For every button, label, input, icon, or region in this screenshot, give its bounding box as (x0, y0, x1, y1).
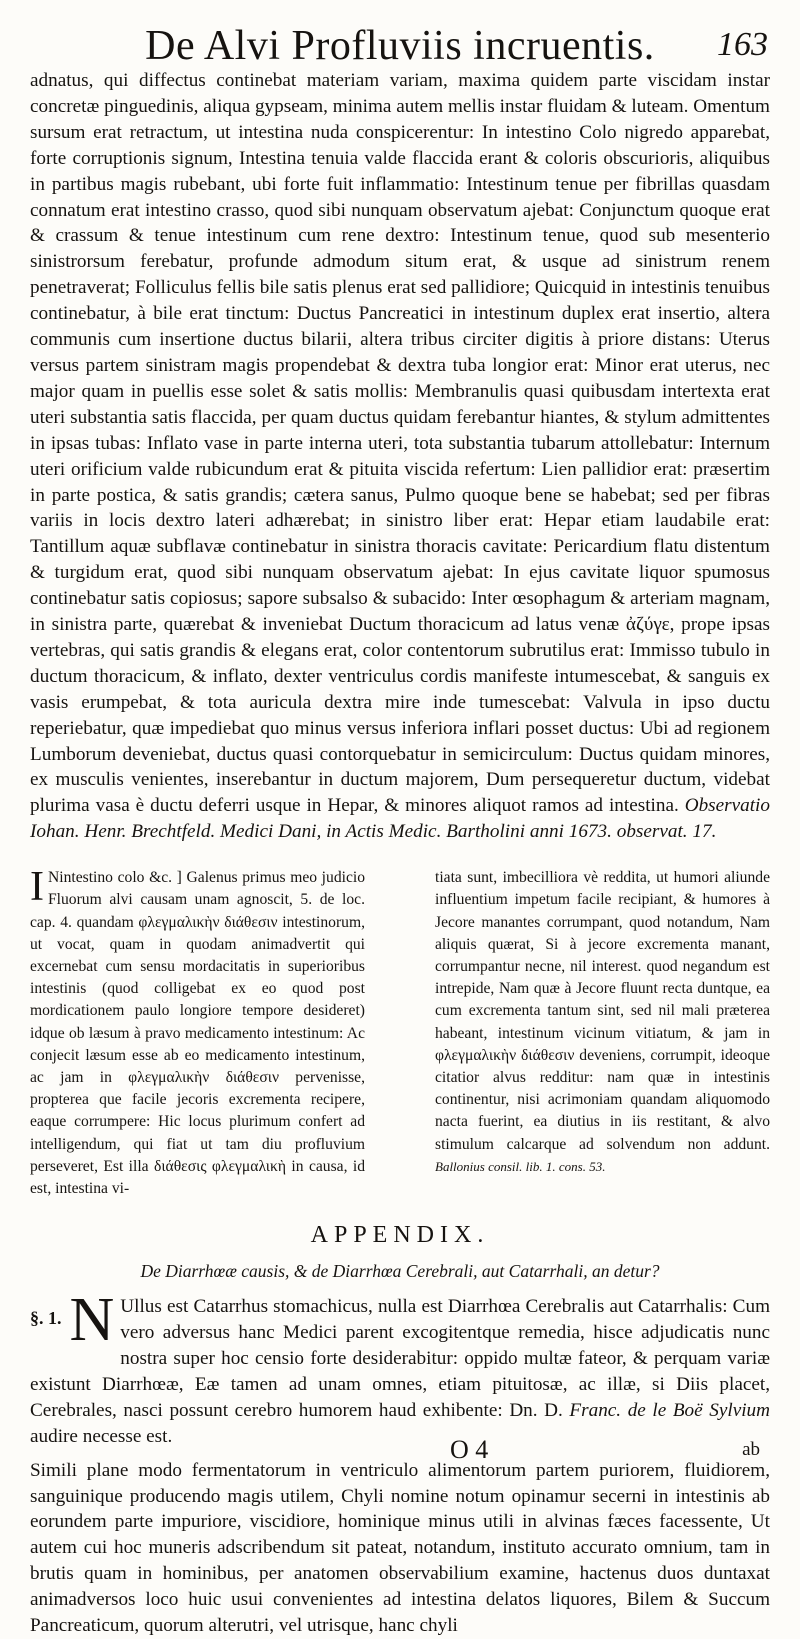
appendix-subheading: De Diarrhœæ causis, & de Diarrhœa Cerebrali, aut Catarrhali, an detur? (140, 1261, 660, 1282)
note-left-text: Nintestino colo &c. ] Galenus primus meo judicio Fluorum alvi causam unam agnoscit, 5. de loc. cap. 4. quandam φλεγμαλικὴν διάθεσιν intestinorum, ut vocat, quam in quodam animadvertit qui excernebat cum sensu mordacitatis in superioribus intestinis (quod colligebat ex eo quod post mordicationem paulo longiore tempore desideret) idque ob læsum à pravo medicamento intestinum: Ac conjecit læsum esse ab eo medicamento intestinum, ac jam in φλεγμαλικὴν διάθεσιν pervenisse, propterea que facile jecoris excrementa recipere, eaque corrumpere: Hic locus plurimum confert ad intelligendum, qui fiat ut tam diu profluvium perseveret, Est illa διάθεσις φλεγμαλικὴ in causa, id est, intestina vi- (30, 869, 365, 1198)
main-text-block (30, 68, 770, 845)
section-mark: §. 1. (30, 1308, 62, 1329)
section-reference: Franc. de le Boë Sylvium (569, 1399, 770, 1421)
section-paragraph-1-end: audire necesse est. (30, 1425, 173, 1447)
main-citation: Observatio Iohan. Henr. Brechtfeld. Medici Dani, in Actis Medic. Bartholini anni 1673. observat. 17. (30, 795, 770, 843)
page-title: De Alvi Profluviis incruentis. (145, 23, 655, 69)
note-citation: Ballonius consil. lib. 1. cons. 53. (435, 1158, 606, 1174)
note-column-left (30, 864, 365, 1200)
catchword: ab (742, 1439, 760, 1460)
signature-mark: O 4 (450, 1435, 489, 1464)
section-paragraph-2: Simili plane modo fermentatorum in ventriculo alimentorum partem puriorem, fluidiorem, sanguinique producendo magis utilem, Chyli nomine notum opinamur secerni in intestinis ab eorundem parte impuriore, viscidiore, hominique minus utili in alvinas fæces facessente, Ut autem cui hoc muneris adscribendum sit pateat, notandum, instituto accurato omnium, tam in brutis quam in hominibus, per anatomen observabilium examine, hactenus duos duntaxat animadversos loco huic usui convenientes ad intestina delatos liquores, Bilem & Succum Pancreaticum, quorum alterutri, vel utrisque, hanc chyli (30, 1459, 770, 1637)
section-paragraph-1: Ullus est Catarrhus stomachicus, nulla est Diarrhœa Cerebralis aut Catarrhalis: Cum vero adversus hanc Medici parent excogitentque remedia, hisce adjudicatis nunc nostra super hoc censio forte desiderabitur: oppido multæ fateor, & perquam variæ existunt Diarrhœæ, Eæ tamen ad unam omnes, etiam pituitosæ, ac illæ, si Diis placet, Cerebrales, nasci possunt cerebro humorem haud exhibente: Dn. D. (30, 1296, 770, 1421)
note-column-right (435, 867, 770, 1200)
page-footer (30, 1435, 770, 1463)
appendix-section (30, 1286, 770, 1639)
main-paragraph: adnatus, qui diffectus continebat materiam variam, maxima quidem parte viscidam instar concretæ pinguedinis, aliqua gypseam, minima autem mellis instar fluidam & luteam. Omentum sursum erat retractum, ut intestina nuda conspicerentur: In intestino Colo nigredo apparebat, forte corruptionis signum, Intestina tenuia valde flaccida erant & coloris obscurioris, aliquibus in partibus magis rubebant, ubi forte fuit inflammatio: Intestinum tenue per fibrillas quasdam connatum erat intestino crasso, quod sibi nunquam observatum ajebat: Conjunctum quoque erat & crassum & tenue intestinum cum rene dextro: Intestinum tenue, quod sub mesenterio sinistrorsum ferebatur, profunde admodum situm erat, & usque ad sinistrum renem penetraverat; Folliculus fellis bile satis plenus erat sed pallidiore; Quicquid in intestinis tenuibus continebatur, à bile erat tinctum: Ductus Pancreatici in intestinum duplex erat insertio, altera communis cum insertione ductus bilarii, altera tribus circiter digitis à priore distans: Uterus versus partem sinistram magis propendebat & dextra tuba longior erat: Minor erat uterus, nec major quam in puellis esse solet & satis mollis: Membranulis quasi quibusdam intertexta erat uteri substantia satis flaccida, per quam ductus quidam ferebantur hiantes, & stylum admittentes in ipsas tubas: Inflato vase in parte interna uteri, tota substantia tubarum attollebatur: Internum uteri orificium valde rubicundum erat & pituita viscida refertum: Lien pallidior erat: præsertim in parte postica, & satis grandis; cætera sanus, Pulmo quoque bene se habebat; sed per fibras variis in locis dextro lateri adhærebat; in sinistro liber erat: Hepar etiam laudabile erat: Tantillum aquæ subflavæ continebatur in sinistra thoracis cavitate: Pericardium flatu distentum & turgidum erat, quod sibi nunquam observatum ajebat: In ejus cavitate liquor spumosus continebatur satis copiosus; sapore subsalso & subacido: Inter œsophagum & arteriam magnam, in sinistra parte, quærebat & inveniebat Ductum thoracicum ad latus venæ ἀζύγε, prope ipsas vertebras, qui satis grandis & elegans erat, color contentorum subrutilus erat: Immisso tubulo in ductum thoracicum, & inflato, dexter ventriculus cordis manifeste intumescebat, & sanguis ex vasis erumpebat, & tota auricula dextra mire inde tumescebat: Valvula in ipso ductu reperiebatur, quæ impediebat quo minus versus inferiora inflari posset ductus: Ubi ad regionem Lumborum deveniebat, ductus quasi contorquebatur in semicirculum: Ductus quidam minores, ex musculis venientes, inserebantur in ductum majorem, Dum persequeretur ductum, videbat plurima vasa è ductu deferri usque in Hepar, & minores aliquot ramos ad intestina. (30, 70, 770, 817)
section-drop-cap: N (69, 1286, 115, 1355)
appendix-heading: APPENDIX. (310, 1222, 490, 1249)
annotation-notes (30, 864, 770, 1200)
note-right-text: tiata sunt, imbecilliora vè reddita, ut humori aliunde influentium impetum facile recipiant, & humores à Jecore manantes corrumpant, quod notandum, Nam aliquis quærat, Si à jecore excrementa manant, corrumpantur necne, nil interest. quod negandum est intrepide, Nam quæ à Jecore fluunt recta duntque, ea cum excrementa tantum sint, sed nil mali præterea habeant, intestinum vicinum vitiatum, & jam in φλεγμαλικὴν διάθεσιν deveniens, corrumpit, ideoque citatior alvus redditur: nam quæ in intestinis continentur, nisi acrimoniam quandam aliquomodo nacta fuerint, ea diutius in iis restitant, & alvo stimulum calcarque ad solvendum non addunt. (435, 869, 770, 1153)
note-drop-cap: I (30, 864, 44, 911)
page-number: 163 (717, 26, 768, 63)
running-head (30, 12, 770, 68)
